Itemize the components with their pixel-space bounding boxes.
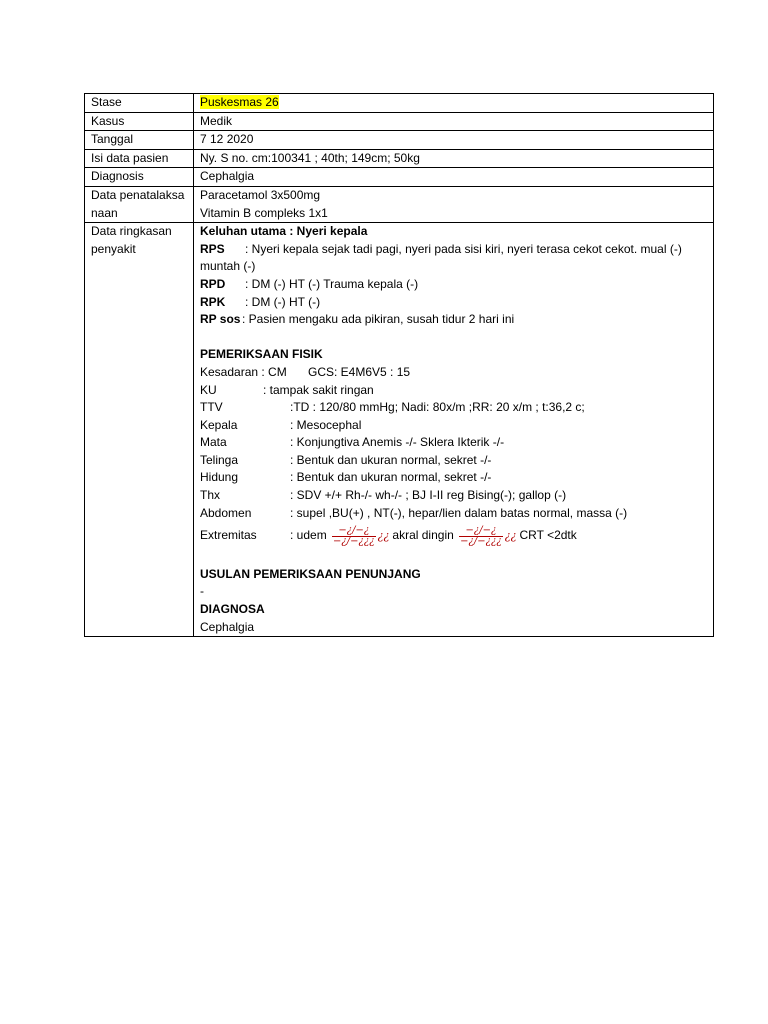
kepala-value: : Mesocephal <box>290 417 362 432</box>
table-row <box>85 149 714 168</box>
spacer <box>200 329 707 347</box>
rpd-key: RPD <box>200 276 226 291</box>
row-label: Stase <box>85 94 194 113</box>
rps-key: RPS <box>200 241 225 256</box>
telinga-value: : Bentuk dan ukuran normal, sekret -/- <box>290 452 492 467</box>
treatment-item: Vitamin B compleks 1x1 <box>200 205 328 220</box>
table-row <box>85 186 714 222</box>
highlighted-value: Puskesmas 26 <box>200 95 279 109</box>
equation-denominator: −¿/−¿¿¿ <box>460 535 502 547</box>
rpsos-key: RP sos <box>200 312 241 327</box>
rpsos-line <box>200 311 707 329</box>
rpsos-value: : Pasien mengaku ada pikiran, susah tidur 2 hari ini <box>242 312 515 327</box>
rps-value: : Nyeri kepala sejak tadi pagi, nyeri pada sisi kiri, nyeri terasa cekot cekot. mual (-) muntah (-) <box>200 241 682 274</box>
extremitas-line <box>200 522 707 548</box>
table-row <box>85 168 714 187</box>
equation-numerator: −¿/−¿ <box>332 526 376 537</box>
ttv-value: :TD : 120/80 mmHg; Nadi: 80x/m ;RR: 20 x/m ; t:36,2 c; <box>290 400 585 415</box>
row-value: Cephalgia <box>194 168 714 187</box>
ku-line <box>200 382 707 400</box>
spacer <box>200 548 707 566</box>
row-label: Isi data pasien <box>85 149 194 168</box>
row-value <box>194 94 714 113</box>
akral-equation <box>459 526 503 547</box>
table-row <box>85 131 714 150</box>
hidung-value: : Bentuk dan ukuran normal, sekret -/- <box>290 470 492 485</box>
akral-text: akral dingin <box>392 528 454 543</box>
ku-key: KU <box>200 382 217 397</box>
thx-value: : SDV +/+ Rh-/- wh-/- ; BJ I-II reg Bising(-); gallop (-) <box>290 488 567 503</box>
rps-line <box>200 241 707 276</box>
abdomen-line <box>200 505 707 523</box>
abdomen-key: Abdomen <box>200 505 252 520</box>
table-row <box>85 223 714 637</box>
row-value: 7 12 2020 <box>194 131 714 150</box>
row-value: Ny. S no. cm:100341 ; 40th; 149cm; 50kg <box>194 149 714 168</box>
section-title-usulan: USULAN PEMERIKSAAN PENUNJANG <box>200 566 421 581</box>
case-report-table <box>84 93 714 637</box>
row-label-text: Data penatalaksanaan <box>91 187 185 220</box>
row-label <box>85 186 194 222</box>
telinga-key: Telinga <box>200 452 239 467</box>
row-label: Tanggal <box>85 131 194 150</box>
mata-line <box>200 434 707 452</box>
abdomen-value: : supel ,BU(+) , NT(-), hepar/lien dalam batas normal, massa (-) <box>290 505 628 520</box>
kepala-key: Kepala <box>200 417 238 432</box>
row-label: Kasus <box>85 112 194 131</box>
diagnosa-value: Cephalgia <box>200 619 255 634</box>
ttv-line <box>200 399 707 417</box>
table-row <box>85 94 714 113</box>
equation-denominator: −¿/−¿¿¿ <box>333 535 375 547</box>
telinga-line <box>200 452 707 470</box>
row-value <box>194 186 714 222</box>
crt-text: CRT <2dtk <box>519 528 577 543</box>
udem-equation <box>332 526 376 547</box>
usulan-value: - <box>200 584 204 599</box>
table-row <box>85 112 714 131</box>
kesadaran-line <box>200 364 707 382</box>
kesadaran-text: Kesadaran : CM <box>200 364 287 379</box>
rpd-value: : DM (-) HT (-) Trauma kepala (-) <box>245 276 419 291</box>
section-title-diagnosa: DIAGNOSA <box>200 602 265 617</box>
kepala-line <box>200 417 707 435</box>
udem-text: : udem <box>290 528 327 543</box>
chief-complaint: Keluhan utama : Nyeri kepala <box>200 224 368 239</box>
thx-key: Thx <box>200 488 221 503</box>
ku-value: : tampak sakit ringan <box>263 382 374 397</box>
rpd-line <box>200 276 707 294</box>
section-title-pemeriksaan: PEMERIKSAAN FISIK <box>200 347 323 362</box>
rpk-line <box>200 294 707 312</box>
summary-cell <box>194 223 714 637</box>
thx-line <box>200 487 707 505</box>
treatment-item: Paracetamol 3x500mg <box>200 187 321 202</box>
rpk-key: RPK <box>200 294 226 309</box>
mata-key: Mata <box>200 435 227 450</box>
hidung-key: Hidung <box>200 470 239 485</box>
gcs-text: GCS: E4M6V5 : 15 <box>308 364 411 379</box>
row-label: Diagnosis <box>85 168 194 187</box>
ttv-key: TTV <box>200 400 223 415</box>
hidung-line <box>200 469 707 487</box>
mata-value: : Konjungtiva Anemis -/- Sklera Ikterik -/- <box>290 435 505 450</box>
row-label: Data ringkasan penyakit <box>85 223 194 637</box>
rpk-value: : DM (-) HT (-) <box>245 294 321 309</box>
extremitas-key: Extremitas <box>200 528 257 543</box>
equation-tail: ¿¿ <box>504 529 517 543</box>
equation-tail: ¿¿ <box>377 529 390 543</box>
row-value: Medik <box>194 112 714 131</box>
equation-numerator: −¿/−¿ <box>459 526 503 537</box>
